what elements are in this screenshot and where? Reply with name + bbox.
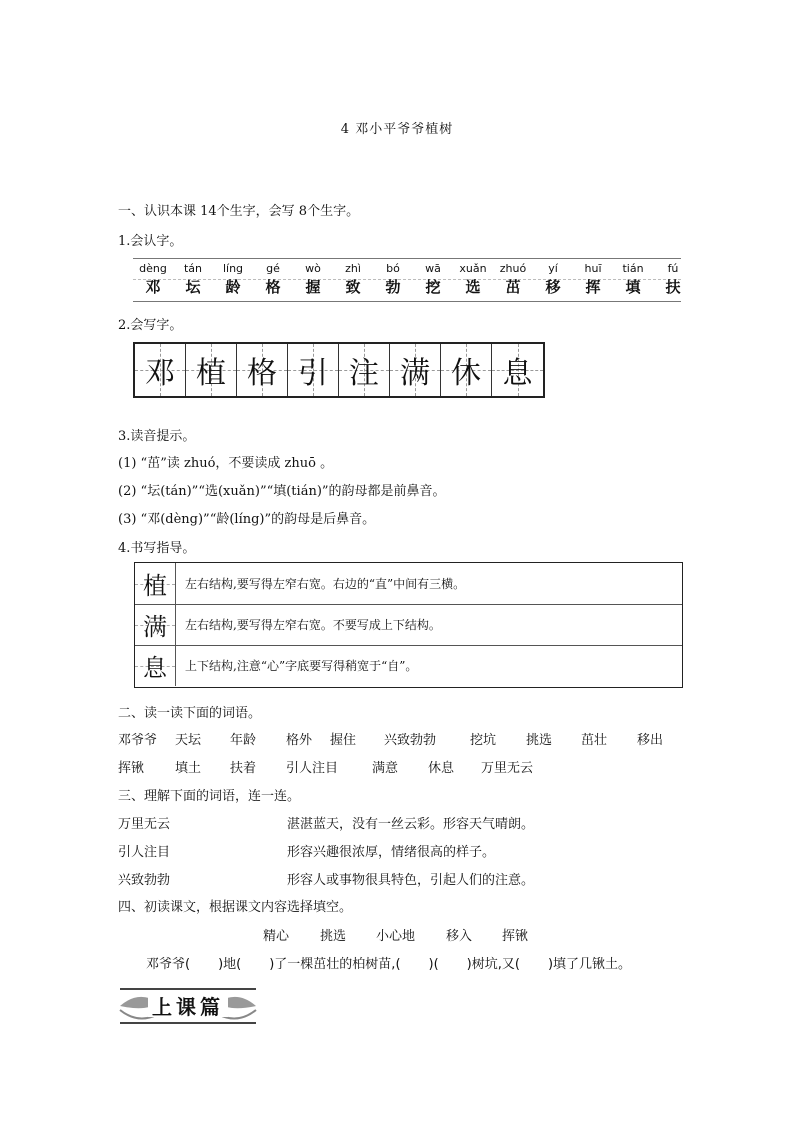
hanzi: 扶 [665,278,681,296]
pinyin: zhuó [499,262,527,275]
section1-sub1: 1.会认字。 [118,234,183,249]
pinyin: gé [266,262,280,275]
match-left-2: 引人注目 [118,845,171,860]
vocab-word: 格外 [286,733,313,748]
guide-text: 上下结构,注意“心”字底要写得稍宽于“自”。 [185,659,418,673]
vocab-word: 万里无云 [481,761,534,776]
vocab-word: 茁壮 [581,733,608,748]
hanzi: 选 [465,278,481,296]
pinyin: tán [183,262,203,275]
pinyin: fú [667,262,679,275]
match-left-1: 万里无云 [118,817,171,832]
section1-sub4: 4.书写指导。 [118,541,196,556]
write-char: 休 [451,356,481,391]
match-right-1: 湛湛蓝天，没有一丝云彩。形容天气晴朗。 [287,817,535,832]
hanzi: 茁 [505,278,521,296]
recognize-item [613,262,653,298]
pinyin: líng [222,262,244,275]
write-char: 息 [502,356,533,391]
write-cell [390,344,441,396]
vocab-word: 邓爷爷 [118,733,158,748]
vocab-word: 引人注目 [286,761,339,776]
recognize-item [413,262,453,298]
recognize-item [213,262,253,298]
recognize-item [493,262,533,298]
pinyin: wā [425,262,441,275]
vocab-word: 挖坑 [470,733,497,748]
fill-sentence: 邓爷爷( )地( )了一棵茁壮的柏树苗,( )( )树坑,又( )填了几锹土。 [146,957,632,972]
guide-char: 植 [135,563,176,604]
section4-heading: 四、初读课文，根据课文内容选择填空。 [118,900,353,915]
guide-row [135,604,682,646]
vocab-word: 扶着 [230,761,257,776]
write-cell [186,344,237,396]
vocab-word: 休息 [428,761,455,776]
writing-guide-table [134,562,683,688]
write-cell [288,344,339,396]
recognize-item [373,262,413,298]
option-word: 移入 [446,929,473,944]
hanzi: 挥 [585,278,601,296]
guide-row [135,563,682,605]
write-char: 邓 [145,356,175,391]
option-word: 精心 [263,929,290,944]
lesson-banner [118,982,258,1030]
vocab-word: 填土 [175,761,202,776]
guide-text: 左右结构,要写得左窄右宽。不要写成上下结构。 [185,618,441,632]
match-right-3: 形容人或事物很具特色，引起人们的注意。 [287,873,535,888]
vocab-word: 天坛 [175,733,202,748]
hanzi: 勃 [385,278,401,296]
recognize-item [293,262,333,298]
pinyin: bó [386,262,400,275]
write-cell [441,344,492,396]
pinyin: wò [305,262,321,275]
hanzi: 移 [545,278,561,296]
pinyin: dèng [139,262,167,275]
option-word: 挥锹 [502,929,529,944]
write-char: 满 [400,356,430,391]
match-left-3: 兴致勃勃 [118,873,171,888]
pinyin: zhì [345,262,361,275]
recognize-item [573,262,613,298]
writing-grid [133,342,545,398]
write-cell [135,344,186,396]
pinyin: huī [584,262,602,275]
recognize-item [253,262,293,298]
hanzi: 龄 [225,278,241,296]
recognize-item [533,262,573,298]
pron-note-2: (2) “坛(tán)”“选(xuǎn)”“填(tián)”的韵母都是前鼻音。 [118,484,446,499]
hanzi: 邓 [145,278,161,296]
guide-row [135,645,682,686]
section3-heading: 三、理解下面的词语，连一连。 [118,789,301,804]
hanzi: 握 [305,278,321,296]
write-cell [237,344,288,396]
write-cell [339,344,390,396]
recognize-strip [133,258,681,302]
write-char: 引 [298,356,328,391]
page-title: 4 邓小平爷爷植树 [340,122,454,137]
recognize-item [653,262,693,298]
hanzi: 填 [625,278,641,296]
write-char: 注 [349,356,379,391]
banner-label: 上课篇 [152,995,224,1019]
guide-char: 息 [135,645,176,686]
write-char: 格 [247,356,277,391]
section1-heading: 一、认识本课 14个生字，会写 8个生字。 [118,204,360,219]
hanzi: 格 [265,278,281,296]
vocab-word: 满意 [372,761,399,776]
vocab-word: 挥锹 [118,761,145,776]
write-char: 植 [196,356,226,391]
vocab-word: 兴致勃勃 [384,733,437,748]
pinyin: tián [622,262,644,275]
vocab-word: 年龄 [230,733,257,748]
section1-sub2: 2.会写字。 [118,318,183,333]
recognize-item [333,262,373,298]
vocab-word: 挑选 [526,733,553,748]
pron-note-3: (3) “邓(dèng)”“龄(líng)”的韵母是后鼻音。 [118,512,376,527]
option-word: 小心地 [376,929,416,944]
hanzi: 坛 [185,278,201,296]
option-word: 挑选 [320,929,347,944]
guide-text: 左右结构,要写得左窄右宽。右边的“直”中间有三横。 [185,577,466,591]
match-right-2: 形容兴趣很浓厚，情绪很高的样子。 [287,845,496,860]
write-cell [492,344,543,396]
hanzi: 挖 [425,278,441,296]
pinyin: yí [548,262,558,275]
vocab-word: 握住 [330,733,357,748]
hanzi: 致 [345,278,361,296]
guide-char: 满 [135,604,176,645]
section1-sub3: 3.读音提示。 [118,429,196,444]
recognize-item [453,262,493,298]
pinyin: xuǎn [459,262,487,275]
recognize-item [173,262,213,298]
pron-note-1: (1) “茁”读 zhuó，不要读成 zhuō 。 [118,456,334,471]
section2-heading: 二、读一读下面的词语。 [118,706,262,721]
vocab-word: 移出 [637,733,664,748]
recognize-item [133,262,173,298]
